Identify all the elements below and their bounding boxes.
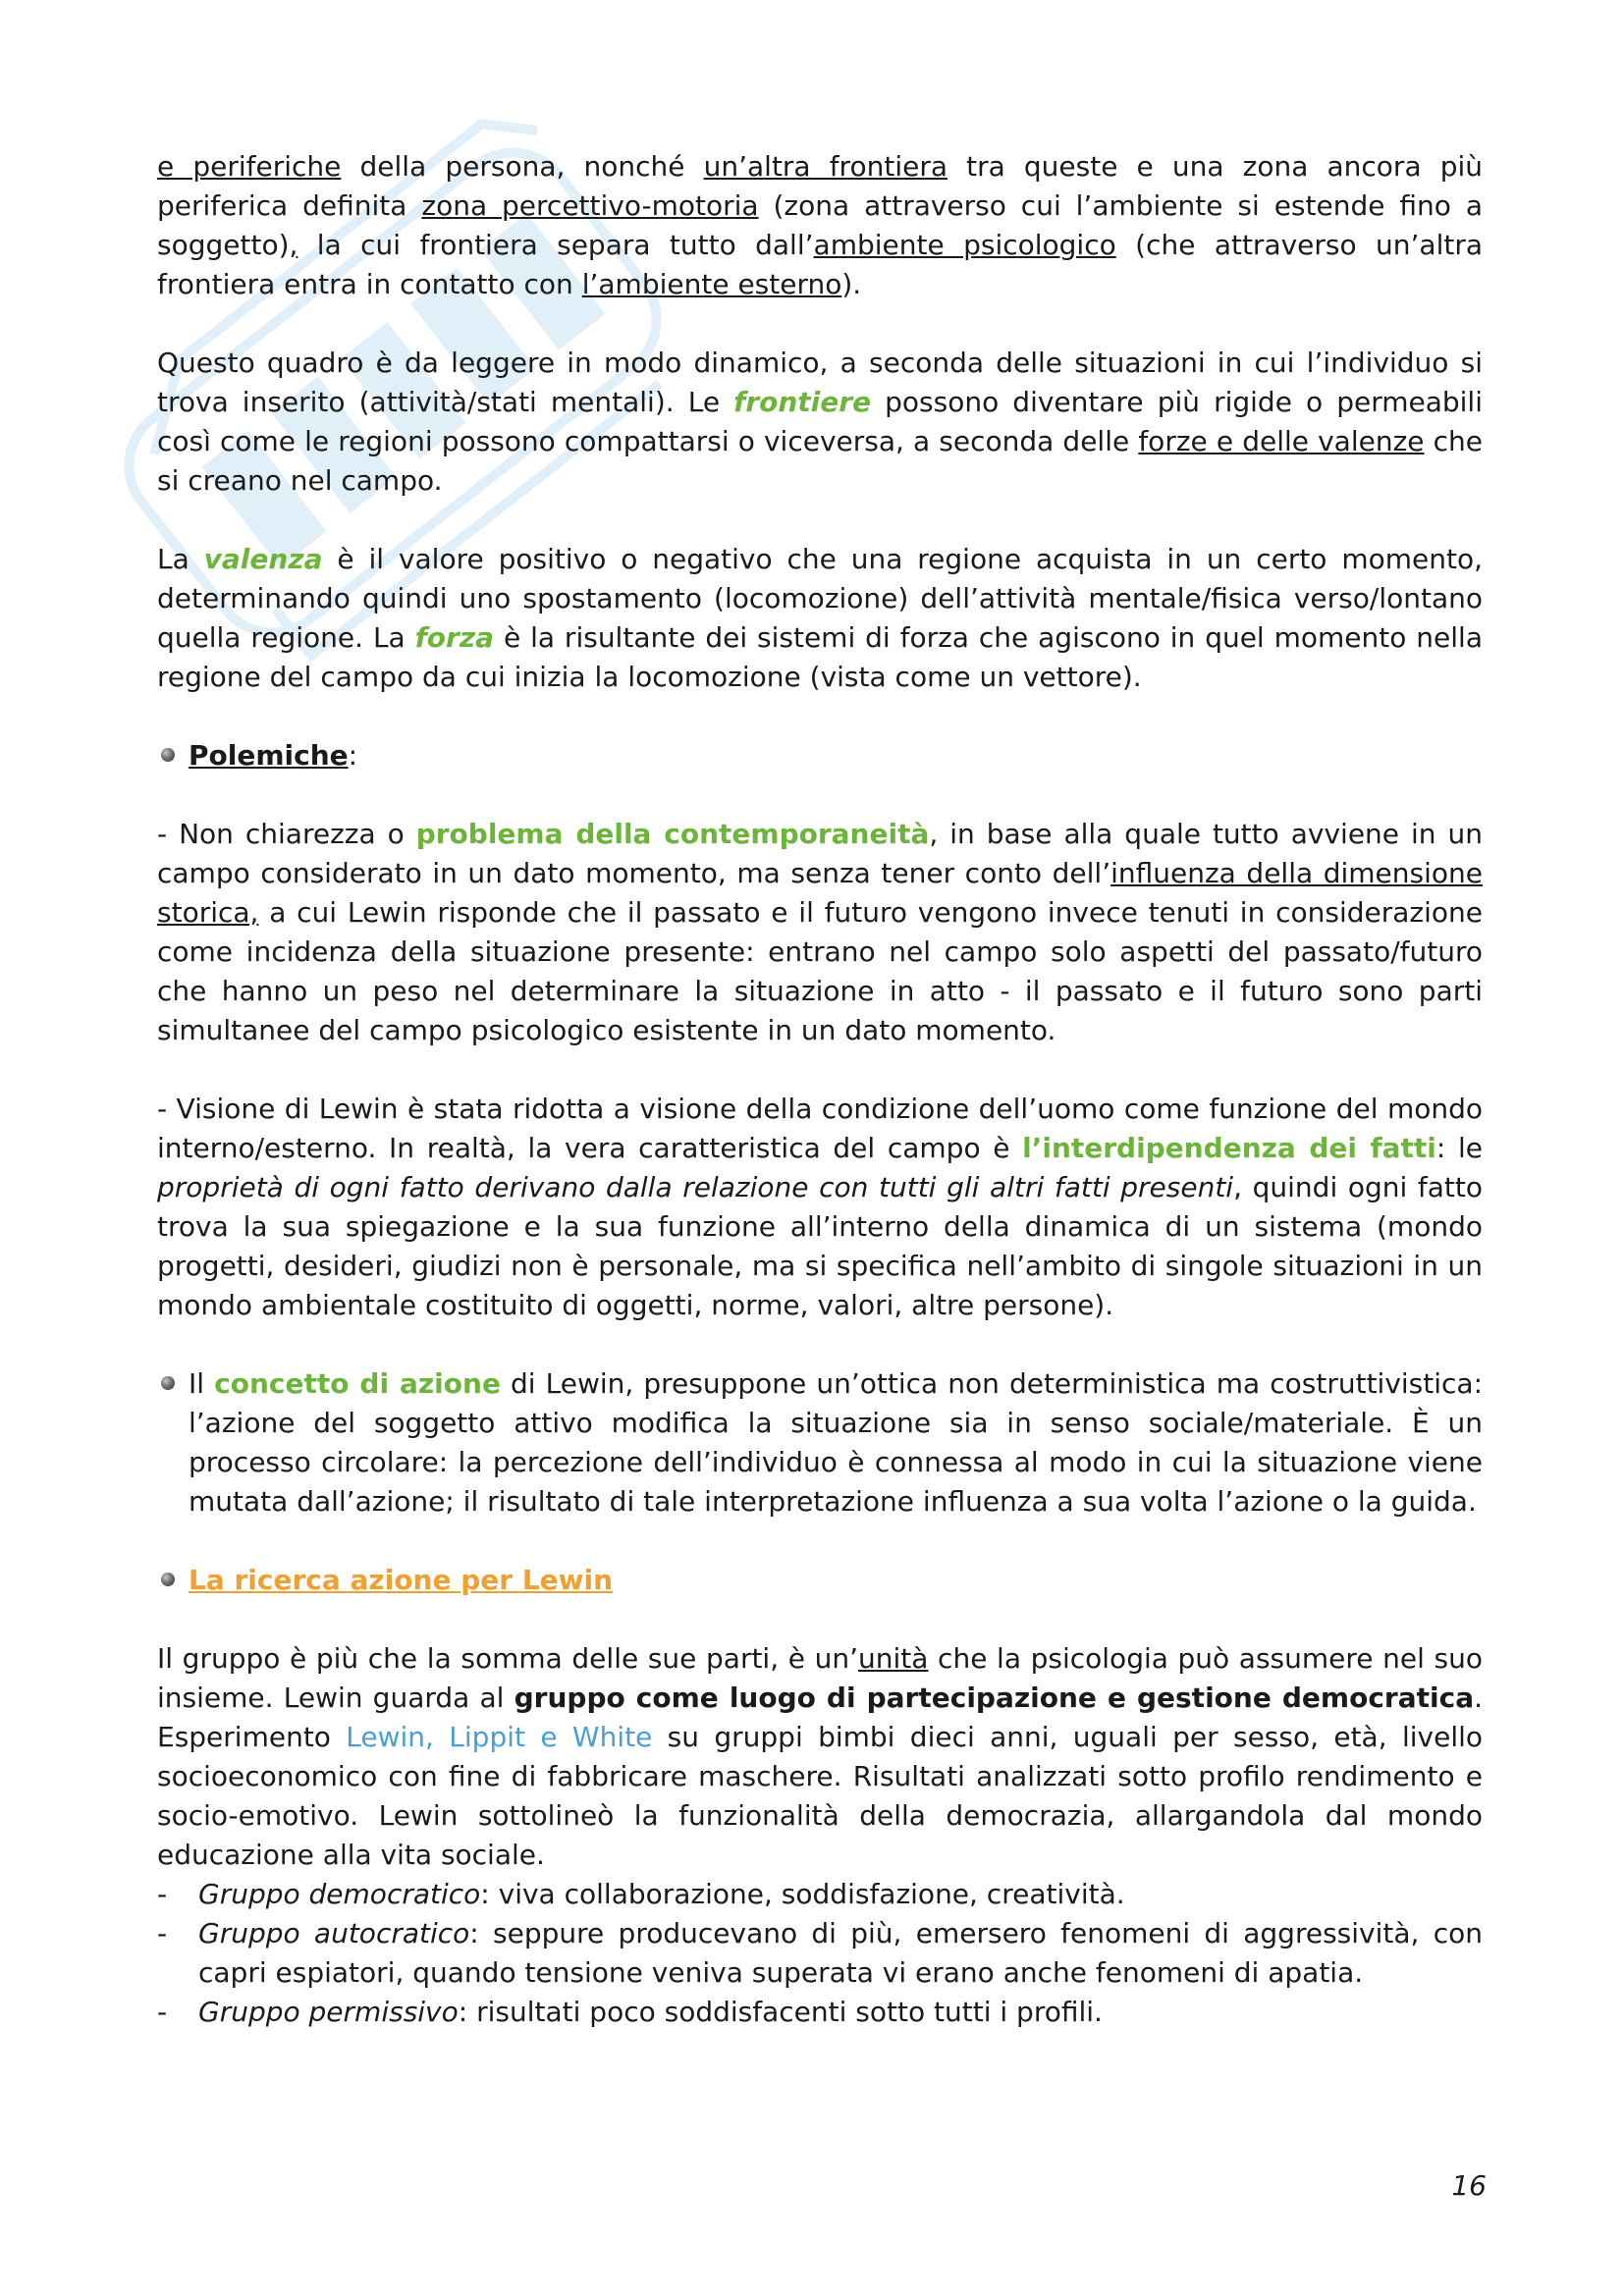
bullet-icon <box>161 1376 175 1390</box>
list-item: - Gruppo democratico: viva collaborazione, soddisfazione, creatività. <box>157 1878 1125 1910</box>
paragraph-contemporaneita: - Non chiarezza o problema della contemporaneità, in base alla quale tutto avviene in un campo considerato in un dato momento, ma senza tener conto dell’influenza della dimensione storica, a cui Lewin risponde che il passato e il futuro vengono invece tenuti in considerazione come incidenza della situazione presente: entrano nel campo solo aspetti del passato/futuro che hanno un peso nel determinare la situazione in atto - il passato e il futuro sono parti simultanee del campo psicologico esistente in un dato momento. <box>157 818 1483 1046</box>
paragraph-interdipendenza: - Visione di Lewin è stata ridotta a visione della condizione dell’uomo come funzione del mondo interno/esterno. In realtà, la vera caratteristica del campo è l’interdipendenza dei fatti: le proprietà di ogni fatto derivano dalla relazione con tutti gli altri fatti presenti, quindi ogni fatto trova la sua spiegazione e la sua funzione all’interno della dinamica di un sistema (mondo progetti, desideri, giudizi non è personale, ma si specifica nell’ambito di singole situazioni in un mondo ambientale costituito di oggetti, norme, valori, altre persone). <box>157 1093 1484 1321</box>
list-item: - Gruppo autocratico: seppure producevano di più, emersero fenomeni di aggressività, con capri espiatori, quando tensione veniva superata vi erano anche fenomeni di apatia. <box>157 1917 1483 1989</box>
paragraph-quadro-dinamico: Questo quadro è da leggere in modo dinamico, a seconda delle situazioni in cui l’individuo si trova inserito (attività/stati mentali). Le frontiere possono diventare più rigide o permeabili così come le regioni possono compattarsi o viceversa, a seconda delle forze e delle valenze che si creano nel campo. <box>157 347 1483 497</box>
page-number: 16 <box>1451 2169 1487 2202</box>
paragraph-gruppo: Il gruppo è più che la somma delle sue parti, è un’unità che la psicologia può assumere nel suo insieme. Lewin guarda al gruppo come luogo di partecipazione e gestione democratica. Esperimento Lewin, Lippit e White su gruppi bimbi dieci anni, uguali per sesso, età, livello socioeconomico con fine di fabbricare maschere. Risultati analizzati sotto profilo rendimento e socio-emotivo. Lewin sottolineò la funzionalità della democrazia, allargandola dal mondo educazione alla vita sociale. <box>157 1642 1484 1871</box>
bullet-icon <box>161 1573 175 1586</box>
bullet-concetto-azione: Il concetto di azione di Lewin, presuppone un’ottica non deterministica ma costruttivistica: l’azione del soggetto attivo modifica la situazione sia in senso sociale/materiale. È un processo circolare: la percezione dell’individuo è connessa al modo in cui la situazione viene mutata dall’azione; il risultato di tale interpretazione influenza a sua volta l’azione o la guida. <box>157 1364 1483 1522</box>
list-item: - Gruppo permissivo: risultati poco soddisfacenti sotto tutti i profili. <box>157 1996 1103 2028</box>
paragraph-valenza-forza: La valenza è il valore positivo o negativo che una regione acquista in un certo momento, determinando quindi uno spostamento (locomozione) dell’attività mentale/fisica verso/lontano quella regione. La forza è la risultante dei sistemi di forza che agiscono in quel momento nella regione del campo da cui inizia la locomozione (vista come un vettore). <box>157 543 1483 693</box>
paragraph-frontiere-zone: e periferiche della persona, nonché un’altra frontiera tra queste e una zona ancora più periferica definita zona percettivo-motoria (zona attraverso cui l’ambiente si estende fino a soggetto), la cui frontiera separa tutto dall’ambiente psicologico (che attraverso un’altra frontiera entra in contatto con l’ambiente esterno). <box>157 150 1484 300</box>
heading-polemiche: Polemiche: <box>157 736 1483 775</box>
bullet-icon <box>161 748 175 762</box>
heading-ricerca-azione: La ricerca azione per Lewin <box>157 1561 1483 1600</box>
text-body <box>157 147 1483 2032</box>
